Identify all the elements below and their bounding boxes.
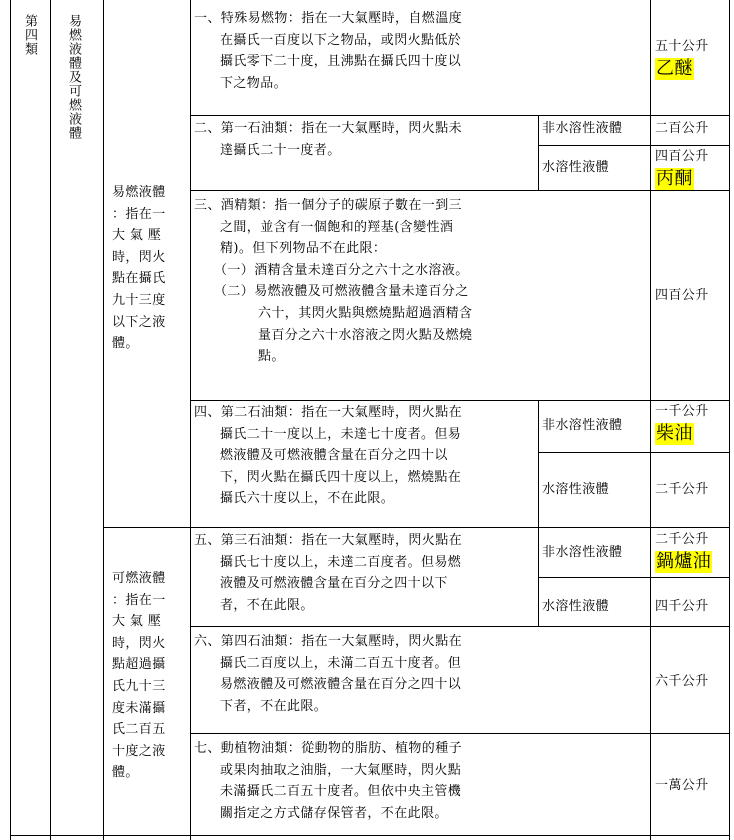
text-line: 三、酒精類：指一個分子的碳原子數在一到三 — [194, 198, 463, 213]
text-line: 關指定之方式儲存保管者，不在此限。 — [220, 805, 448, 821]
category-label: 第四類 — [22, 14, 37, 56]
amount-value: 四千公升 — [655, 599, 709, 614]
column-divider — [650, 0, 651, 840]
amount-value: 四百公升 — [655, 288, 709, 303]
item-alcohol — [194, 195, 536, 368]
amount-cell — [655, 529, 729, 574]
text-line: 達攝氏二十一度者。 — [220, 142, 341, 158]
row-divider — [538, 452, 730, 453]
text-line: 十度之液 — [112, 743, 166, 759]
text-line: 下之物品。 — [220, 75, 288, 91]
liquid-type: 非水溶性液體 — [542, 418, 623, 433]
item-animal-vegetable-oil — [194, 738, 536, 824]
text-line: 量百分之六十水溶液之閃火點及燃燒 — [258, 327, 473, 343]
row-divider — [538, 577, 730, 578]
text-line: 度未滿攝 — [112, 700, 166, 716]
text-line: 攝氏零下二十度，且沸點在攝氏四十度以 — [220, 54, 462, 70]
amount-value: 二千公升 — [655, 532, 709, 547]
text-line: 下者，不在此限。 — [220, 698, 328, 714]
item-special-flammable — [194, 8, 536, 94]
text-line: 可燃液體 — [112, 571, 166, 586]
liquid-type: 水溶性液體 — [542, 160, 610, 175]
text-line: 攝氏二百度以上，未滿二百五十度者。但 — [220, 655, 462, 671]
column-divider — [50, 0, 51, 840]
row-divider — [190, 400, 730, 401]
text-line: 攝氏二十一度以上，未達七十度者。但易 — [220, 426, 462, 442]
liquid-type: 非水溶性液體 — [542, 545, 623, 560]
item-second-petroleum — [194, 402, 536, 510]
text-line: 易燃液體及可燃液體含量在百分之四十以 — [220, 677, 462, 693]
flammable-liquid-definition — [112, 182, 186, 355]
text-line: 時，閃火 — [112, 635, 166, 651]
amount-value: 二千公升 — [655, 482, 709, 497]
item-first-petroleum — [194, 118, 536, 161]
amount-value: 一千公升 — [655, 404, 709, 419]
liquid-type: 水溶性液體 — [542, 599, 610, 614]
text-line: 者，不在此限。 — [220, 597, 314, 613]
item-fourth-petroleum — [194, 631, 536, 717]
text-line: 或果肉抽取之油脂，一大氣壓時，閃火點 — [220, 762, 462, 778]
amount-value: 六千公升 — [655, 674, 709, 689]
text-line: 點在攝氏 — [112, 271, 166, 287]
column-divider — [190, 0, 191, 840]
text-line: （二）易燃液體及可燃液體含量未達百分之 — [214, 284, 469, 300]
text-line: 大 氣 壓 — [112, 614, 162, 630]
text-line: 九十三度 — [112, 292, 166, 308]
example-highlight: 丙酮 — [656, 167, 693, 189]
row-divider — [190, 115, 730, 116]
text-line: 大 氣 壓 — [112, 228, 162, 244]
text-line: 點。 — [258, 349, 285, 365]
liquid-type: 水溶性液體 — [542, 482, 610, 497]
row-divider — [190, 626, 730, 627]
amount-cell — [655, 146, 729, 191]
item-third-petroleum — [194, 530, 536, 616]
liquid-type: 非水溶性液體 — [542, 121, 623, 136]
text-line: 攝氏六十度以上，不在此限。 — [220, 491, 395, 507]
text-line: 體。 — [112, 336, 139, 352]
text-line: 以下之液 — [112, 314, 166, 330]
text-line: 四、第二石油類：指在一大氣壓時，閃火點在 — [194, 405, 463, 420]
amount-value: 二百公升 — [655, 121, 709, 136]
amount-value: 一萬公升 — [655, 778, 709, 793]
text-line: 精)。但下列物品不在此限： — [220, 241, 387, 257]
table-border — [10, 835, 730, 836]
text-line: 攝氏七十度以上，未達二百度者。但易燃 — [220, 554, 462, 570]
text-line: 氏二百五 — [112, 722, 166, 738]
column-divider — [538, 400, 539, 626]
text-line: 二、第一石油類：指在一大氣壓時，閃火點未 — [194, 121, 463, 136]
table-border — [10, 0, 11, 840]
text-line: 六、第四石油類：指在一大氣壓時，閃火點在 — [194, 634, 463, 649]
example-highlight: 柴油 — [656, 422, 693, 444]
amount-cell — [655, 36, 729, 81]
example-highlight: 鍋爐油 — [656, 550, 712, 572]
table-border — [729, 0, 730, 840]
column-divider — [103, 0, 104, 840]
text-line: 一、特殊易燃物：指在一大氣壓時，自燃溫度 — [194, 11, 463, 26]
text-line: 燃液體及可燃液體含量在百分之四十以 — [220, 448, 448, 464]
amount-value: 四百公升 — [655, 149, 709, 164]
text-line: 時，閃火 — [112, 249, 166, 265]
text-line: 易燃液體 — [112, 185, 166, 200]
combustible-liquid-definition — [112, 568, 186, 784]
text-line: 點超過攝 — [112, 657, 166, 673]
text-line: ：指在一 — [112, 206, 166, 222]
text-line: 五、第三石油類：指在一大氣壓時，閃火點在 — [194, 533, 463, 548]
text-line: 六十，其閃火點與燃燒點超過酒精含 — [258, 305, 473, 321]
text-line: 下，閃火點在攝氏四十度以上，燃燒點在 — [220, 469, 462, 485]
text-line: 七、動植物油類：從動物的脂肪、植物的種子 — [194, 741, 463, 756]
example-highlight: 乙醚 — [656, 57, 693, 79]
amount-cell — [655, 401, 729, 446]
row-divider — [190, 733, 730, 734]
column-divider — [538, 115, 539, 190]
row-divider — [190, 190, 730, 191]
text-line: 未滿攝氏二百五十度者。但依中央主管機 — [220, 784, 462, 800]
category-sub-label: 易燃液體及可燃液體 — [66, 14, 81, 140]
amount-value: 五十公升 — [655, 39, 709, 54]
row-divider — [103, 527, 730, 528]
text-line: （一）酒精含量未達百分之六十之水溶液。 — [214, 262, 469, 278]
text-line: 體。 — [112, 765, 139, 781]
text-line: ：指在一 — [112, 592, 166, 608]
text-line: 之間，並含有一個飽和的羥基(含變性酒 — [220, 219, 454, 235]
text-line: 液體及可燃液體含量在百分之四十以下 — [220, 576, 448, 592]
text-line: 氏九十三 — [112, 678, 166, 694]
text-line: 在攝氏一百度以下之物品，或閃火點低於 — [220, 32, 462, 48]
